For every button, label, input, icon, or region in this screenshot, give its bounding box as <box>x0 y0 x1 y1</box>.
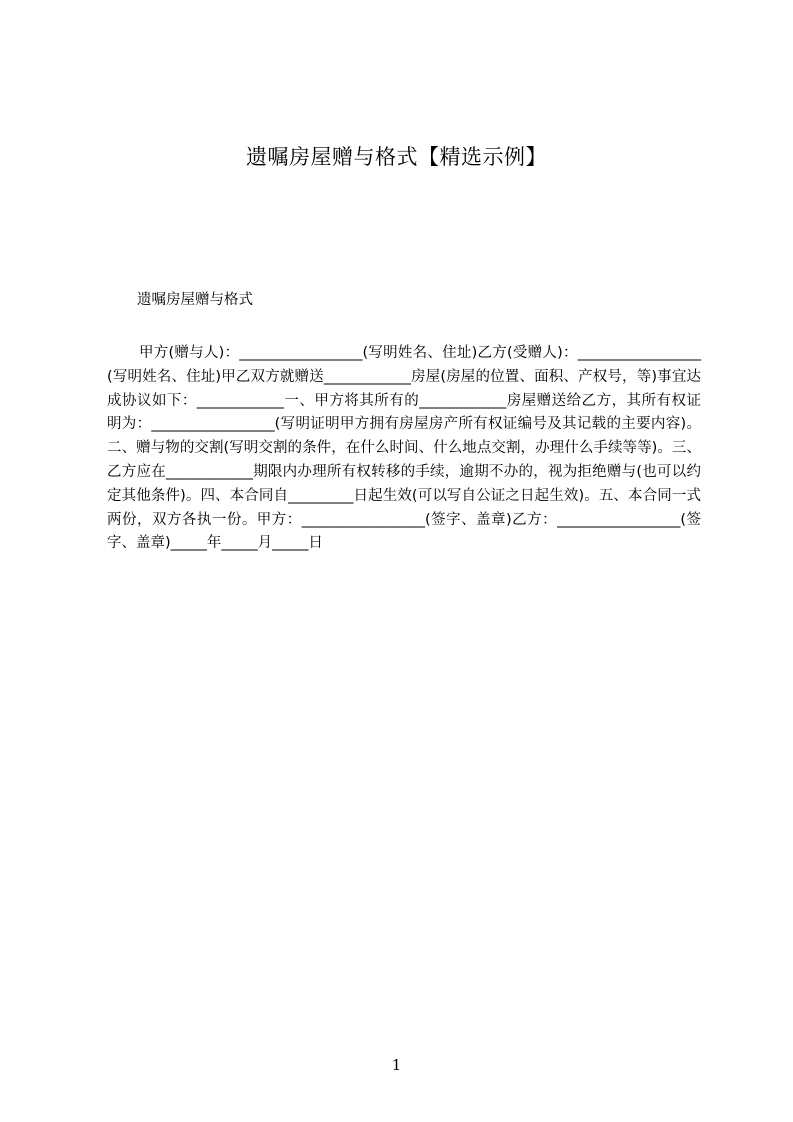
document-title: 遗嘱房屋赠与格式【精选示例】 <box>246 145 547 169</box>
page-number: 1 <box>391 1056 402 1074</box>
section-heading: 遗嘱房屋赠与格式 <box>137 292 253 308</box>
agreement-body: 甲方(赠与人)：_________________(写明姓名、住址)乙方(受赠人)：_________________(写明姓名、住址)甲乙双方就赠送____________房屋(房屋的位置、面积、产权号，等)事宜达成协议如下：____________一、甲方将其所有的____________房屋赠送给乙方，其所有权证明为：_________________(写明证明甲方拥有房屋房产所有权证编号及其记载的主要内容)。二、赠与物的交割(写明交割的条件，在什么时间、什么地点交割，办理什么手续等等)。三、乙方应在____________期限内办理所有权转移的手续，逾期不办的，视为拒绝赠与(也可以约定其他条件)。四、本合同自_________日起生效(可以写自公证之日起生效)。五、本合同一式两份，双方各执一份。甲方：_________________(签字、盖章)乙方：_________________(签字、盖章)_____年_____月_____日 <box>107 345 701 552</box>
